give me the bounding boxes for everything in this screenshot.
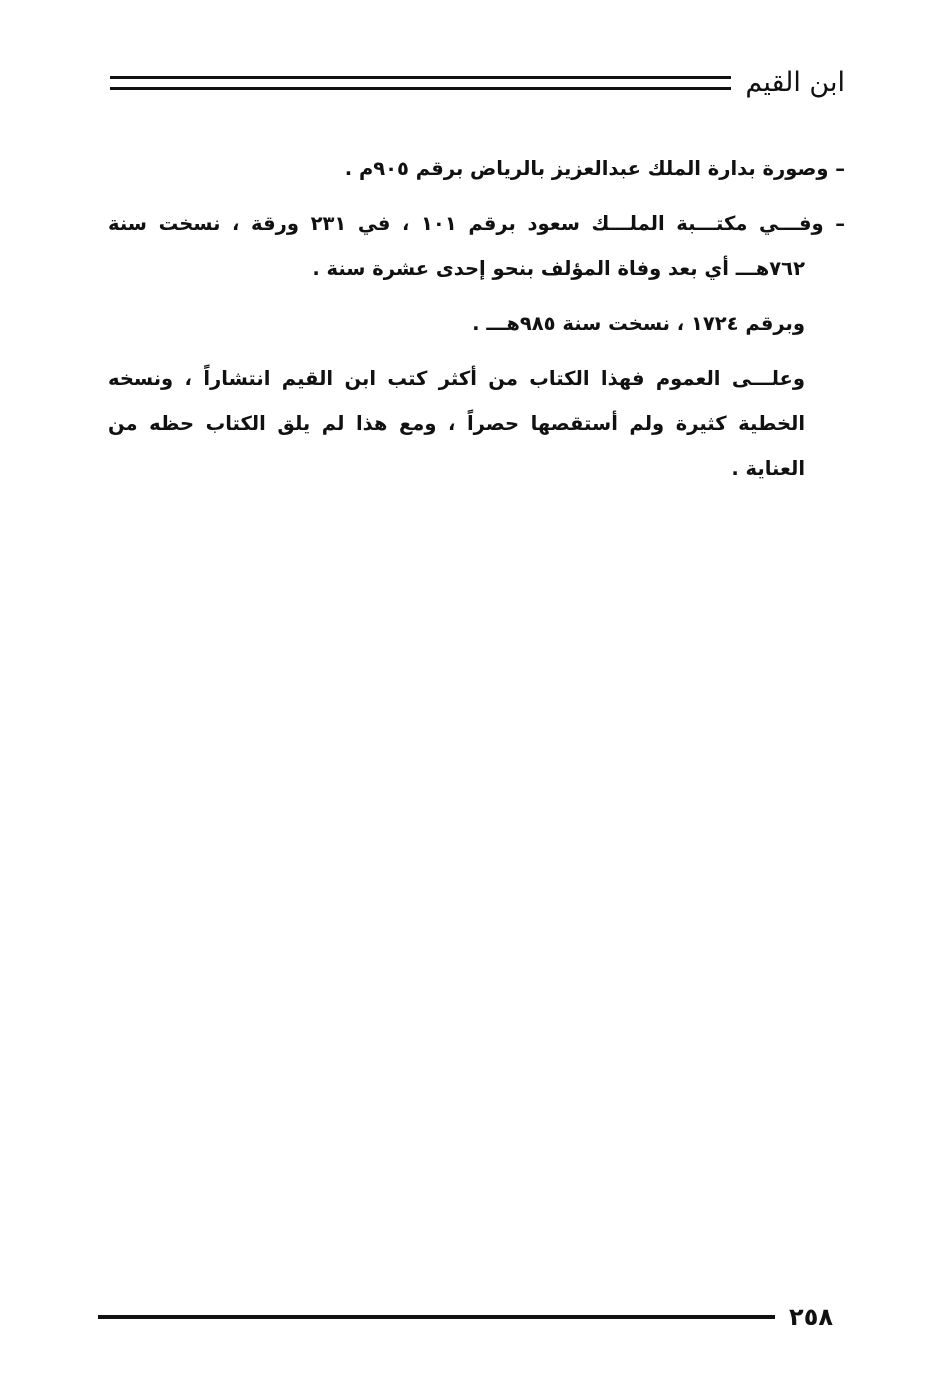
- paragraph-darah-copy: – وصورة بدارة الملك عبدالعزيز بالرياض برقم ٩٠٥م .: [344, 157, 845, 180]
- header-title: ابن القيم: [745, 66, 845, 98]
- footer-rule: [98, 1315, 775, 1319]
- paragraph-summary: وعلـــى العموم فهذا الكتاب من أكثر كتب ابن القيم انتشاراً ، ونسخه الخطية كثيرة ولم أستقصها حصراً ، ومع هذا لم يلق الكتاب حظه من العناية .: [108, 367, 805, 480]
- paragraph-king-saud-copy: – وفـــي مكتـــبة الملـــك سعود برقم ١٠١ ، في ٢٣١ ورقة ، نسخت سنة ٧٦٢هـــ أي بعد وفاة المؤلف بنحو إحدى عشرة سنة .: [108, 212, 846, 280]
- running-header: [110, 62, 845, 102]
- page-footer: [98, 1300, 833, 1334]
- page-number: ٢٥٨: [789, 1303, 833, 1331]
- paragraph-copy-1724: وبرقم ١٧٢٤ ، نسخت سنة ٩٨٥هـــ .: [472, 312, 805, 335]
- header-double-rule: [110, 76, 731, 90]
- page-body: [108, 146, 845, 501]
